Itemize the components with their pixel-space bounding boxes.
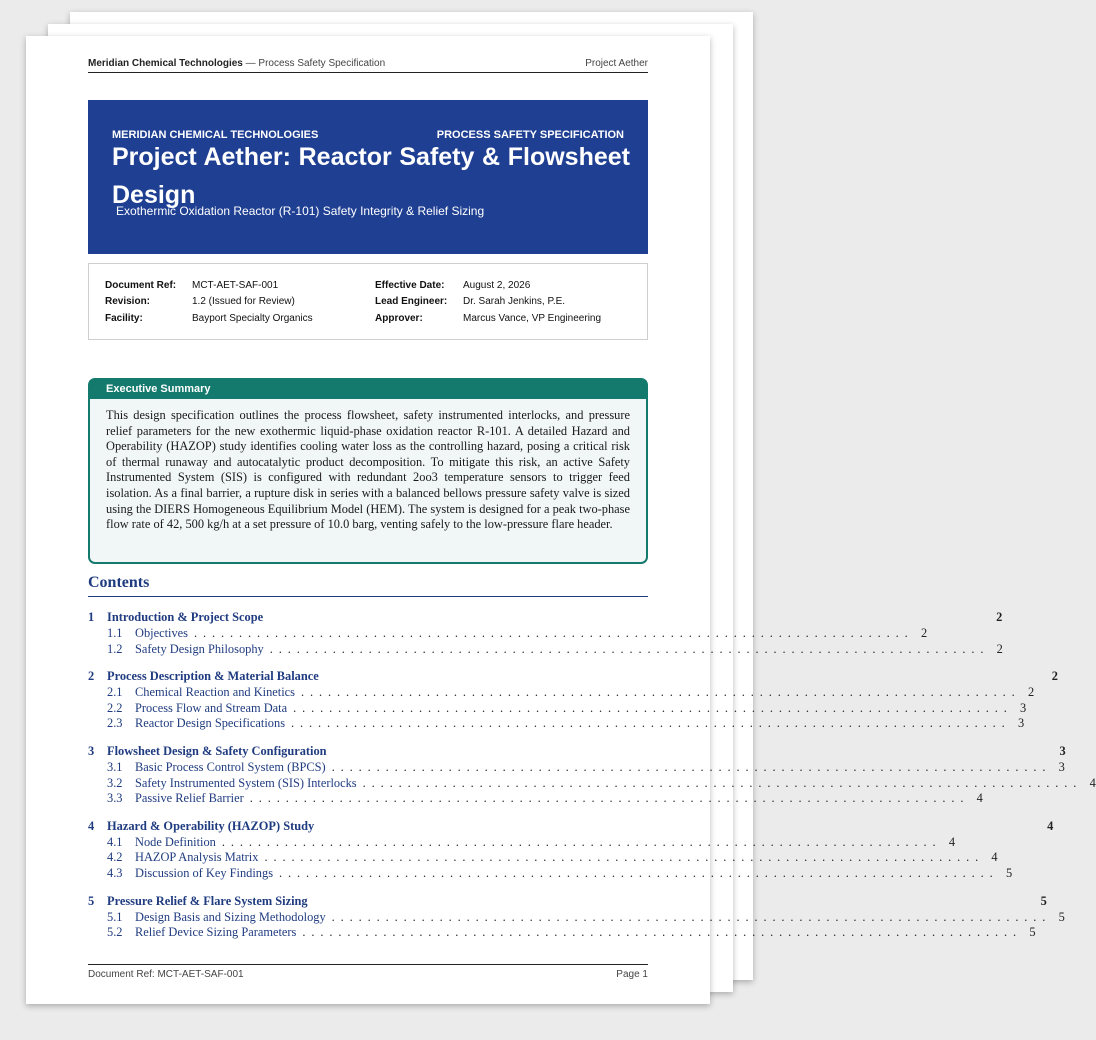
toc-section bbox=[88, 893, 1065, 941]
toc-entry-number: 2.3 bbox=[107, 716, 123, 731]
toc-entry-title: Objectives bbox=[135, 626, 188, 640]
document-title: Project Aether: Reactor Safety & Flowsheet Design bbox=[112, 143, 630, 209]
toc-leader-dots: . . . . . . . . . . . . . . . . . . . . . . . . . . . . . . . . . . . . . . . . . . . . . . . . . . . . . . . . . . . . . . . . . . . . . . . . . . . . . . . . bbox=[269, 641, 985, 656]
toc-leader-dots: . . . . . . . . . . . . . . . . . . . . . . . . . . . . . . . . . . . . . . . . . . . . . . . . . . . . . . . . . . . . . . . . . . . . . . . . . . . . . . . . bbox=[279, 865, 995, 880]
toc-entry-title: Chemical Reaction and Kinetics bbox=[135, 685, 295, 700]
document-metadata bbox=[88, 263, 648, 340]
toc-leader-dots: . . . . . . . . . . . . . . . . . . . . . . . . . . . . . . . . . . . . . . . . . . . . . . . . . . . . . . . . . . . . . . . . . . . . . . . . . . . . . . . . bbox=[331, 909, 1047, 924]
toc-entry-title: Process Description & Material Balance bbox=[107, 669, 319, 684]
toc-entry-page: 3 bbox=[1017, 716, 1025, 731]
toc-entry-page: 5 bbox=[1005, 865, 1013, 880]
doc-ref-label: Document Ref: bbox=[105, 280, 177, 291]
toc-subsection-entry[interactable] bbox=[88, 865, 1013, 882]
toc-entry-title: Hazard & Operability (HAZOP) Study bbox=[107, 818, 315, 833]
toc-subsection-entry[interactable] bbox=[88, 759, 1065, 776]
toc-section bbox=[88, 669, 1058, 732]
toc-leader-dots: . . . . . . . . . . . . . . . . . . . . . . . . . . . . . . . . . . . . . . . . . . . . . . . . . . . . . . . . . . . . . . . . . . . . . . . . . . . . . . . . bbox=[221, 834, 938, 849]
facility-label: Facility: bbox=[105, 313, 143, 324]
toc-section bbox=[88, 818, 1054, 882]
toc-leader-dots: . . . . . . . . . . . . . . . . . . . . . . . . . . . . . . . . . . . . . . . . . . . . . . . . . . . . . . . . . . . . . . . . . . . . . . . . . . . . . . . . bbox=[194, 626, 910, 640]
toc-section-entry[interactable] bbox=[88, 818, 1054, 835]
toc-entry-page: 2 bbox=[1051, 669, 1058, 684]
toc-subsection-entry[interactable] bbox=[88, 791, 983, 807]
banner-org: MERIDIAN CHEMICAL TECHNOLOGIES bbox=[112, 129, 319, 141]
table-of-contents bbox=[88, 610, 1096, 953]
toc-entry-number: 4.2 bbox=[107, 850, 123, 865]
toc-entry-number: 2.1 bbox=[107, 685, 123, 700]
header-suffix: — Process Safety Specification bbox=[242, 58, 386, 69]
header-company: Meridian Chemical Technologies bbox=[88, 58, 243, 69]
toc-entry-number: 4.1 bbox=[107, 834, 123, 849]
toc-entry-number: 5.1 bbox=[107, 909, 123, 924]
toc-entry-page: 2 bbox=[996, 610, 1003, 624]
toc-entry-number: 2 bbox=[88, 669, 95, 684]
toc-entry-page: 3 bbox=[1059, 743, 1066, 758]
executive-summary-box bbox=[88, 378, 648, 564]
document-subtitle: Exothermic Oxidation Reactor (R-101) Safety Integrity & Relief Sizing bbox=[116, 204, 485, 218]
toc-entry-title: Safety Instrumented System (SIS) Interlocks bbox=[135, 775, 357, 790]
effective-date-label: Effective Date: bbox=[375, 280, 445, 291]
toc-section-entry[interactable] bbox=[88, 743, 1066, 760]
toc-entry-title: Flowsheet Design & Safety Configuration bbox=[107, 743, 327, 758]
running-header bbox=[88, 58, 648, 73]
toc-entry-page: 3 bbox=[1058, 759, 1065, 774]
toc-section-entry[interactable] bbox=[88, 610, 1003, 626]
toc-entry-number: 4.3 bbox=[107, 865, 123, 880]
page-footer bbox=[88, 964, 648, 980]
toc-entry-title: Discussion of Key Findings bbox=[135, 865, 274, 880]
toc-entry-page: 5 bbox=[1040, 893, 1047, 908]
toc-entry-title: Process Flow and Stream Data bbox=[135, 700, 288, 715]
toc-section-entry[interactable] bbox=[88, 893, 1047, 910]
page-number: Page 1 bbox=[616, 969, 648, 980]
toc-leader-dots: . . . . . . . . . . . . . . . . . . . . . . . . . . . . . . . . . . . . . . . . . . . . . . . . . . . . . . . . . . . . . . . . . . . . . . . . . . . . . . . . bbox=[331, 759, 1047, 774]
toc-subsection-entry[interactable] bbox=[88, 685, 1035, 701]
toc-leader-dots: . . . . . . . . . . . . . . . . . . . . . . . . . . . . . . . . . . . . . . . . . . . . . . . . . . . . . . . . . . . . . . . . . . . . . . . . . . . . . . . . bbox=[302, 925, 1018, 940]
toc-entry-number: 1.1 bbox=[107, 626, 123, 640]
doc-ref-value: MCT-AET-SAF-001 bbox=[192, 280, 279, 291]
toc-entry-title: Passive Relief Barrier bbox=[135, 791, 244, 806]
toc-entry-title: HAZOP Analysis Matrix bbox=[135, 850, 259, 865]
toc-entry-title: Basic Process Control System (BPCS) bbox=[135, 759, 326, 774]
footer-doc-ref: Document Ref: MCT-AET-SAF-001 bbox=[88, 969, 244, 980]
facility-value: Bayport Specialty Organics bbox=[192, 313, 313, 324]
toc-subsection-entry[interactable] bbox=[88, 775, 1096, 792]
toc-section-entry[interactable] bbox=[88, 669, 1058, 685]
toc-entry-page: 4 bbox=[1089, 775, 1096, 790]
toc-entry-page: 4 bbox=[976, 791, 983, 806]
toc-entry-page: 4 bbox=[948, 834, 956, 849]
executive-summary-heading: Executive Summary bbox=[90, 380, 646, 399]
toc-entry-title: Pressure Relief & Flare System Sizing bbox=[107, 893, 308, 908]
toc-subsection-entry[interactable] bbox=[88, 641, 1003, 658]
lead-engineer-value: Dr. Sarah Jenkins, P.E. bbox=[463, 296, 566, 307]
toc-leader-dots: . . . . . . . . . . . . . . . . . . . . . . . . . . . . . . . . . . . . . . . . . . . . . . . . . . . . . . . . . . . . . . . . . . . . . . . . . . . . . . . . bbox=[293, 700, 1009, 715]
toc-leader-dots: . . . . . . . . . . . . . . . . . . . . . . . . . . . . . . . . . . . . . . . . . . . . . . . . . . . . . . . . . . . . . . . . . . . . . . . . . . . . . . . . bbox=[362, 775, 1078, 790]
toc-entry-title: Reactor Design Specifications bbox=[135, 716, 286, 731]
toc-entry-title: Design Basis and Sizing Methodology bbox=[135, 909, 326, 924]
revision-value: 1.2 (Issued for Review) bbox=[192, 296, 295, 307]
toc-entry-number: 3.3 bbox=[107, 791, 123, 806]
toc-subsection-entry[interactable] bbox=[88, 909, 1065, 926]
toc-leader-dots: . . . . . . . . . . . . . . . . . . . . . . . . . . . . . . . . . . . . . . . . . . . . . . . . . . . . . . . . . . . . . . . . . . . . . . . . . . . . . . . . bbox=[249, 791, 965, 806]
toc-entry-number: 4 bbox=[88, 818, 95, 833]
toc-entry-number: 5.2 bbox=[107, 925, 123, 940]
toc-entry-page: 2 bbox=[996, 641, 1003, 656]
banner-doc-type: PROCESS SAFETY SPECIFICATION bbox=[436, 129, 624, 141]
lead-engineer-label: Lead Engineer: bbox=[375, 296, 448, 307]
contents-heading: Contents bbox=[88, 574, 648, 597]
toc-subsection-entry[interactable] bbox=[88, 700, 1027, 717]
toc-leader-dots: . . . . . . . . . . . . . . . . . . . . . . . . . . . . . . . . . . . . . . . . . . . . . . . . . . . . . . . . . . . . . . . . . . . . . . . . . . . . . . . . bbox=[264, 850, 980, 865]
toc-section bbox=[88, 610, 1003, 657]
effective-date-value: August 2, 2026 bbox=[463, 280, 531, 291]
toc-subsection-entry[interactable] bbox=[88, 925, 1036, 941]
executive-summary-text: This design specification outlines the process flowsheet, safety instrumented interlocks, and pressure relief parameters for the new exothermic liquid-phase oxidation reactor R-101. A detailed Hazard and Operability (HAZOP) study identifies cooling water loss as the controlling hazard, posing a critical risk of thermal runaway and autocatalytic product decomposition. To mitigate this risk, an active Safety Instrumented System (SIS) is configured with redundant 2oo3 temperature sensors to trigger feed isolation. As a final barrier, a rupture disk in series with a balanced bellows pressure safety valve is sized using the DIERS Homogeneous Equilibrium Model (HEM). The system is designed for a peak two-phase flow rate of 42, 500 kg/h at a set pressure of 10.0 barg, venting safely to the low-pressure flare header. bbox=[106, 408, 630, 532]
toc-leader-dots: . . . . . . . . . . . . . . . . . . . . . . . . . . . . . . . . . . . . . . . . . . . . . . . . . . . . . . . . . . . . . . . . . . . . . . . . . . . . . . . . bbox=[291, 716, 1007, 731]
toc-leader-dots: . . . . . . . . . . . . . . . . . . . . . . . . . . . . . . . . . . . . . . . . . . . . . . . . . . . . . . . . . . . . . . . . . . . . . . . . . . . . . . . . bbox=[301, 685, 1017, 700]
toc-entry-title: Relief Device Sizing Parameters bbox=[135, 925, 297, 940]
header-project: Project Aether bbox=[585, 58, 648, 69]
toc-entry-number: 1 bbox=[88, 610, 95, 624]
approver-value: Marcus Vance, VP Engineering bbox=[463, 313, 602, 324]
header-left bbox=[88, 58, 385, 69]
document-page bbox=[26, 36, 1096, 1004]
toc-entry-number: 3 bbox=[88, 743, 95, 758]
toc-entry-page: 4 bbox=[991, 850, 998, 865]
approver-label: Approver: bbox=[375, 313, 423, 324]
toc-subsection-entry[interactable] bbox=[88, 850, 998, 866]
toc-entry-number: 5 bbox=[88, 893, 95, 908]
toc-entry-number: 2.2 bbox=[107, 700, 123, 715]
toc-entry-page: 5 bbox=[1058, 909, 1065, 924]
toc-entry-number: 3.1 bbox=[107, 759, 123, 774]
toc-entry-number: 3.2 bbox=[107, 775, 123, 790]
toc-entry-page: 5 bbox=[1029, 925, 1036, 940]
toc-subsection-entry[interactable] bbox=[88, 626, 928, 642]
toc-entry-page: 3 bbox=[1020, 700, 1027, 715]
toc-entry-number: 1.2 bbox=[107, 641, 123, 656]
toc-entry-title: Node Definition bbox=[135, 834, 216, 849]
toc-entry-title: Introduction & Project Scope bbox=[107, 610, 264, 624]
toc-section bbox=[88, 743, 1096, 807]
toc-entry-page: 2 bbox=[1027, 685, 1035, 700]
toc-entry-title: Safety Design Philosophy bbox=[135, 641, 264, 656]
toc-entry-page: 4 bbox=[1047, 818, 1054, 833]
revision-label: Revision: bbox=[105, 296, 151, 307]
title-banner bbox=[88, 100, 648, 254]
toc-entry-page: 2 bbox=[920, 626, 928, 640]
toc-subsection-entry[interactable] bbox=[88, 834, 956, 851]
toc-subsection-entry[interactable] bbox=[88, 716, 1025, 732]
